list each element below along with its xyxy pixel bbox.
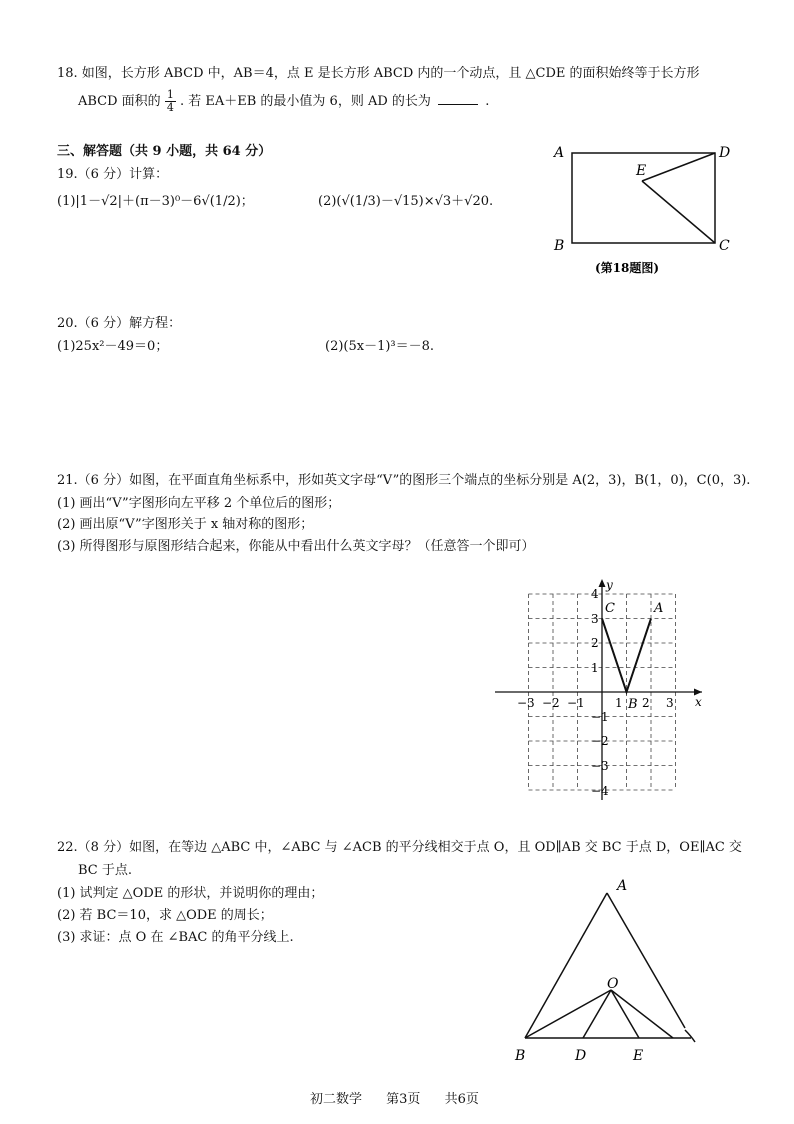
label-d: D bbox=[719, 145, 731, 161]
q21-part1: (1) 画出“V”字图形向左平移 2 个单位后的图形； bbox=[57, 496, 341, 511]
segment-oe bbox=[611, 990, 639, 1038]
y-tick-label: −4 bbox=[591, 784, 609, 798]
x-tick-label: −2 bbox=[542, 696, 560, 710]
segment-ec bbox=[642, 181, 715, 243]
y-tick-label: 1 bbox=[591, 661, 599, 675]
label-o: O bbox=[607, 976, 619, 992]
q18-frac-num: 1 bbox=[166, 88, 174, 101]
q20-part2: (2)(5x－1)³＝－8. bbox=[325, 339, 435, 354]
x-axis-label: x bbox=[695, 695, 702, 709]
y-tick-label: 4 bbox=[591, 587, 599, 601]
q18-fraction bbox=[165, 89, 176, 114]
q20-part1: (1)25x²－49＝0； bbox=[57, 339, 169, 354]
label-e: E bbox=[636, 163, 647, 179]
q19-part2: (2)(√(1/3)－√15)×√3＋√20. bbox=[318, 194, 494, 209]
y-tick-label: −1 bbox=[591, 710, 609, 724]
q19-head: 19.（6 分）计算： bbox=[57, 167, 169, 182]
segment-ab bbox=[525, 893, 607, 1038]
footer-subject: 初二数学 bbox=[310, 1092, 363, 1107]
figure-18-caption: (第18题图) bbox=[595, 261, 660, 275]
x-tick-labels bbox=[517, 696, 674, 710]
q20-head: 20.（6 分）解方程： bbox=[57, 316, 182, 331]
label-b: B bbox=[554, 238, 565, 254]
label-e: E bbox=[633, 1048, 644, 1064]
segment-ac bbox=[607, 893, 685, 1028]
label-d: D bbox=[575, 1048, 587, 1064]
q18-text-end: . bbox=[485, 94, 490, 109]
page-footer bbox=[300, 1088, 489, 1107]
q21-head: 21.（6 分）如图，在平面直角坐标系中，形如英文字母“V”的图形三个端点的坐标分别是 A(2，3)，B(1，0)，C(0，3). bbox=[57, 473, 751, 488]
answer-blank[interactable] bbox=[438, 92, 478, 105]
segment-ed bbox=[642, 153, 715, 181]
label-c: C bbox=[719, 238, 730, 254]
section-title: 三、解答题（共 9 小题，共 64 分） bbox=[57, 144, 272, 159]
q22-part1: (1) 试判定 △ODE 的形状，并说明你的理由； bbox=[57, 886, 324, 901]
corner-mark bbox=[685, 1030, 695, 1042]
label-a: A bbox=[654, 601, 664, 616]
label-a: A bbox=[554, 145, 565, 161]
q22-head-line2: BC 于点. bbox=[78, 863, 133, 878]
q18-text-b: . 若 EA＋EB 的最小值为 6，则 AD 的长为 bbox=[179, 94, 431, 109]
q22-part2: (2) 若 BC＝10，求 △ODE 的周长； bbox=[57, 908, 273, 923]
label-a: A bbox=[617, 878, 628, 894]
q18-text-a: ABCD 面积的 bbox=[78, 94, 161, 109]
figure-22 bbox=[505, 870, 705, 1070]
y-tick-label: 3 bbox=[591, 612, 599, 626]
y-tick-label: −3 bbox=[591, 759, 609, 773]
x-tick-label: −3 bbox=[517, 696, 535, 710]
q21-part3: (3) 所得图形与原图形结合起来，你能从中看出什么英文字母？（任意答一个即可） bbox=[57, 539, 535, 554]
label-c: C bbox=[605, 601, 615, 616]
q21-part2: (2) 画出原“V”字图形关于 x 轴对称的图形； bbox=[57, 517, 314, 532]
footer-page: 第3页 bbox=[386, 1092, 421, 1107]
q18-line1: 18. 如图，长方形 ABCD 中，AB＝4，点 E 是长方形 ABCD 内的一个动点，且 △CDE 的面积始终等于长方形 bbox=[57, 66, 700, 81]
q19-part1: (1)|1－√2|＋(π－3)⁰－6√(1/2)； bbox=[57, 194, 254, 209]
label-b: B bbox=[515, 1048, 526, 1064]
segment-oc bbox=[611, 990, 673, 1038]
x-tick-label: 3 bbox=[666, 696, 674, 710]
x-tick-label: 1 bbox=[615, 696, 623, 710]
figure-18 bbox=[545, 140, 745, 280]
figure-21-grid bbox=[490, 575, 715, 810]
q18-frac-den: 4 bbox=[166, 101, 174, 114]
label-b: B bbox=[628, 697, 638, 712]
footer-total: 共6页 bbox=[444, 1092, 479, 1107]
q18-line2 bbox=[78, 89, 489, 114]
x-tick-label: 2 bbox=[642, 696, 650, 710]
y-axis-label: y bbox=[606, 578, 613, 592]
y-axis-arrow-icon bbox=[599, 579, 606, 587]
y-tick-label: 2 bbox=[591, 636, 599, 650]
y-tick-label: −2 bbox=[591, 734, 609, 748]
q22-head-line1: 22.（8 分）如图，在等边 △ABC 中，∠ABC 与 ∠ACB 的平分线相交于点 O，且 OD∥AB 交 BC 于点 D，OE∥AC 交 bbox=[57, 840, 742, 855]
x-tick-label: −1 bbox=[567, 696, 585, 710]
q22-part3: (3) 求证：点 O 在 ∠BAC 的角平分线上. bbox=[57, 930, 294, 945]
